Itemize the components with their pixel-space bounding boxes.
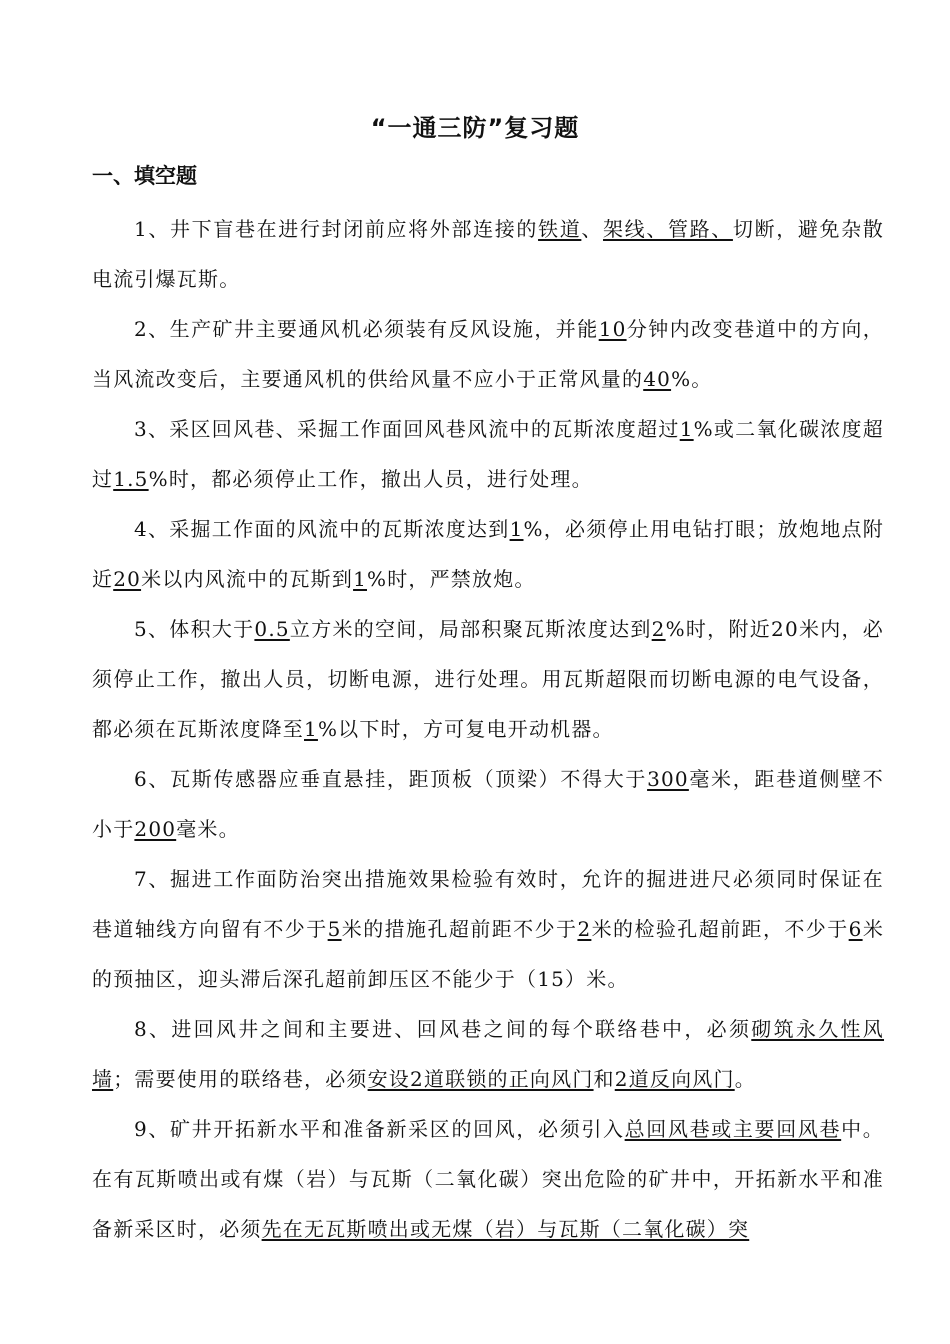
question-text: 切断，避免杂散电流引爆瓦斯。 (92, 217, 885, 291)
answer-blank: 0.5 (254, 617, 290, 641)
answer-blank: 架线、管路、 (603, 217, 733, 241)
question-item (92, 1004, 884, 1104)
answer-blank: 铁道 (538, 217, 582, 241)
question-text: 米的措施孔超前距不少于 (341, 917, 578, 941)
question-text: 和 (593, 1067, 615, 1091)
question-text: %时，附近20米内，必须停止工作，撤出人员，切断电源，进行处理。用瓦斯超限而切断电源的电气设备，都必须在瓦斯浓度降至 (92, 617, 884, 741)
question-text: ；需要使用的联络巷，必须 (113, 1067, 368, 1091)
answer-blank: 1 (509, 517, 524, 541)
question-text: 3、采区回风巷、采掘工作面回风巷风流中的瓦斯浓度超过 (134, 417, 680, 441)
answer-blank: 5 (327, 917, 342, 941)
answer-blank: 砌筑永久性风墙 (92, 1017, 885, 1091)
question-text: 米的检验孔超前距，不少于 (591, 917, 849, 941)
question-text: 毫米，距巷道侧壁不小于 (92, 767, 884, 841)
question-text: %，必须停止用电钻打眼；放炮地点附近 (92, 517, 884, 591)
question-item (92, 854, 884, 1004)
question-text: 中。在有瓦斯喷出或有煤（岩）与瓦斯（二氧化碳）突出危险的矿井中，开拓新水平和准备新采区时，必须 (92, 1117, 885, 1241)
question-item (92, 754, 884, 854)
question-text: %时，都必须停止工作，撤出人员，进行处理。 (148, 467, 593, 491)
answer-blank: 2道反向风门 (614, 1067, 735, 1091)
question-list (92, 204, 884, 1254)
answer-blank: 2 (651, 617, 666, 641)
question-text: %或二氧化碳浓度超过 (92, 417, 884, 491)
question-text: 毫米。 (176, 817, 240, 841)
answer-blank: 300 (647, 767, 689, 791)
answer-blank: 总回风巷或主要回风巷 (624, 1117, 842, 1141)
answer-blank: 2 (577, 917, 592, 941)
question-item (92, 604, 884, 754)
question-item (92, 304, 884, 404)
answer-blank: 200 (134, 817, 177, 841)
answer-blank: 6 (848, 917, 863, 941)
question-text: 分钟内改变巷道中的方向，当风流改变后，主要通风机的供给风量不应小于正常风量的 (92, 317, 885, 391)
question-item (92, 504, 884, 604)
question-text: 4、采掘工作面的风流中的瓦斯浓度达到 (134, 517, 510, 541)
question-text: %。 (671, 367, 713, 391)
answer-blank: 20 (113, 567, 142, 591)
answer-blank: 1 (679, 417, 694, 441)
answer-blank: 40 (643, 367, 672, 391)
question-text: 6、瓦斯传感器应垂直悬挂，距顶板（顶梁）不得大于 (134, 767, 648, 791)
question-text: 米以内风流中的瓦斯到 (141, 567, 354, 591)
question-text: %时，严禁放炮。 (367, 567, 536, 591)
answer-blank: 1.5 (113, 467, 149, 491)
question-text: 8、进回风井之间和主要进、回风巷之间的每个联络巷中，必须 (134, 1017, 752, 1041)
question-text: 立方米的空间，局部积聚瓦斯浓度达到 (289, 617, 652, 641)
document-title: “一通三防”复习题 (370, 114, 580, 142)
answer-blank: 1 (353, 567, 367, 591)
question-text: 9、矿井开拓新水平和准备新采区的回风，必须引入 (134, 1117, 625, 1141)
question-text: 、 (581, 217, 604, 241)
question-text: 5、体积大于 (134, 617, 255, 641)
question-item (92, 404, 884, 504)
question-text: 米的预抽区，迎头滞后深孔超前卸压区不能少于（15）米。 (92, 917, 885, 991)
answer-blank: 先在无瓦斯喷出或无煤（岩）与瓦斯（二氧化碳）突 (261, 1217, 750, 1241)
question-text: %以下时，方可复电开动机器。 (317, 717, 614, 741)
section-heading: 一、填空题 (92, 164, 197, 188)
question-text: 。 (734, 1067, 756, 1091)
answer-blank: 1 (304, 717, 318, 741)
question-text: 7、掘进工作面防治突出措施效果检验有效时，允许的掘进进尺必须同时保证在巷道轴线方向留有不少于 (92, 867, 884, 941)
question-item (92, 1104, 884, 1254)
answer-blank: 安设2道联锁的正向风门 (367, 1067, 594, 1091)
question-text: 2、生产矿井主要通风机必须装有反风设施，并能 (134, 317, 599, 341)
question-text: 1、井下盲巷在进行封闭前应将外部连接的 (134, 217, 539, 241)
answer-blank: 10 (598, 317, 627, 341)
question-item (92, 204, 884, 304)
